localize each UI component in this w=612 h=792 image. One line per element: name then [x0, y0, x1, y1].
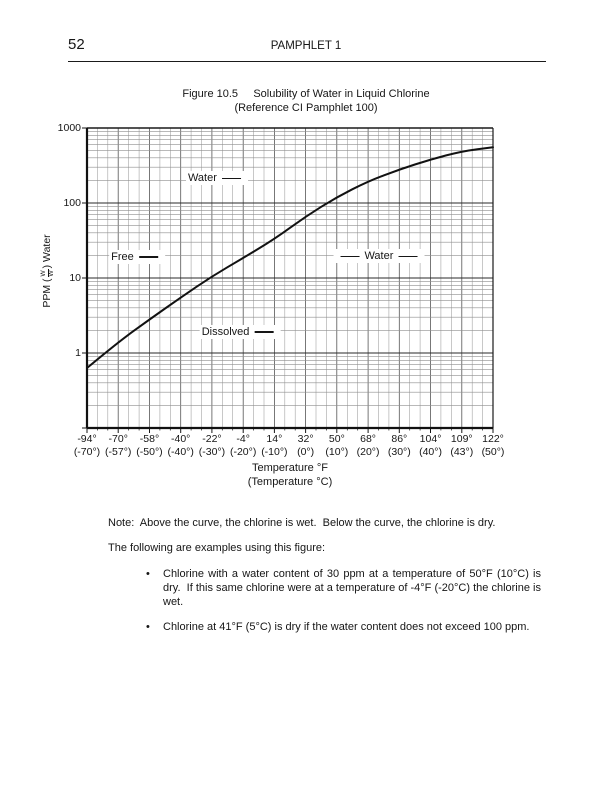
y-tick-label: 1 — [75, 346, 81, 359]
x-tick-label-celsius: (20°) — [356, 446, 380, 458]
leader-dash — [340, 256, 359, 257]
y-axis-label-suffix: ) Water — [41, 234, 53, 269]
x-tick-label-celsius: (40°) — [419, 446, 442, 458]
figure-subtitle: (Reference CI Pamphlet 100) — [234, 102, 378, 114]
note-text: Note: Above the curve, the chlorine is wet. Below the curve, the chlorine is dry. — [108, 517, 496, 529]
x-tick-label-celsius: (-57°) — [105, 446, 132, 458]
x-tick-label-fahrenheit: -22° — [202, 433, 222, 445]
x-tick-label-celsius: (30°) — [387, 446, 411, 458]
region-label-text: Water — [364, 250, 394, 263]
w-over-w-fraction: W W — [40, 270, 55, 277]
x-tick-label-celsius: (-70°) — [73, 446, 101, 458]
leader-dash — [254, 331, 273, 332]
x-tick-label-celsius: (-50°) — [136, 446, 163, 458]
region-label-free — [109, 250, 165, 264]
x-tick-label-celsius: (-30°) — [198, 446, 226, 458]
region-label-dissolved — [200, 325, 281, 339]
x-tick-label-celsius: (43°) — [450, 446, 474, 458]
x-tick-label-celsius: (50°) — [481, 446, 505, 458]
x-tick-label-fahrenheit: 68° — [360, 433, 377, 445]
bullet-text: Chlorine with a water content of 30 ppm at a temperature of 50°F (10°C) is dry. If this same chlorine were at a temperature of -4°F (-20°C) the chlorine is wet. — [163, 568, 541, 608]
y-tick-label: 10 — [69, 271, 81, 284]
x-tick-label-celsius: (0°) — [297, 446, 315, 458]
page-number: 52 — [68, 36, 85, 53]
x-tick-label-celsius: (10°) — [325, 446, 349, 458]
example-bullet-item — [108, 567, 541, 609]
x-tick-label-celsius: (-40°) — [167, 446, 194, 458]
plot-grid-and-curve — [80, 124, 500, 436]
x-axis-title-fahrenheit: Temperature °F — [252, 462, 328, 474]
x-tick-label-fahrenheit: 86° — [391, 433, 408, 445]
x-tick-label-celsius: (-10°) — [261, 446, 288, 458]
x-tick-label-fahrenheit: 50° — [328, 433, 345, 445]
x-tick-label-fahrenheit: -4° — [236, 433, 250, 445]
figure-title: Figure 10.5 Solubility of Water in Liquid Chlorine — [182, 88, 430, 100]
x-tick-label-fahrenheit: 32° — [297, 433, 314, 445]
x-axis-title-celsius: (Temperature °C) — [247, 476, 333, 488]
x-tick-label-fahrenheit: -58° — [139, 433, 160, 445]
bullet-marker: • — [146, 568, 150, 580]
bullet-text: Chlorine at 41°F (5°C) is dry if the water content does not exceed 100 ppm. — [163, 621, 530, 633]
y-axis-label-prefix: PPM ( — [41, 278, 53, 308]
x-tick-label-fahrenheit: -94° — [77, 433, 97, 445]
y-tick-label: 1000 — [57, 121, 81, 134]
examples-intro-text: The following are examples using this figure: — [108, 542, 326, 554]
example-bullet-item — [108, 620, 541, 634]
leader-dash — [398, 256, 417, 257]
running-header: PAMPHLET 1 — [270, 40, 342, 52]
region-label-text: Dissolved — [201, 326, 250, 338]
leader-dash — [139, 256, 158, 257]
x-tick-label-celsius: (-20°) — [229, 446, 257, 458]
x-tick-label-fahrenheit: -40° — [171, 433, 191, 445]
x-tick-label-fahrenheit: -70° — [108, 433, 128, 445]
y-tick-label: 100 — [63, 196, 81, 209]
region-label-text: Water — [187, 172, 217, 185]
region-label-water — [186, 171, 248, 185]
region-label-text: Free — [111, 251, 134, 263]
x-tick-label-fahrenheit: 122° — [482, 433, 504, 445]
x-tick-label-fahrenheit: 109° — [450, 433, 473, 445]
x-tick-label-fahrenheit: 14° — [266, 433, 283, 445]
leader-dash — [222, 178, 241, 179]
x-tick-label-fahrenheit: 104° — [419, 433, 442, 445]
region-label-water — [333, 249, 424, 263]
bullet-marker: • — [146, 621, 150, 633]
